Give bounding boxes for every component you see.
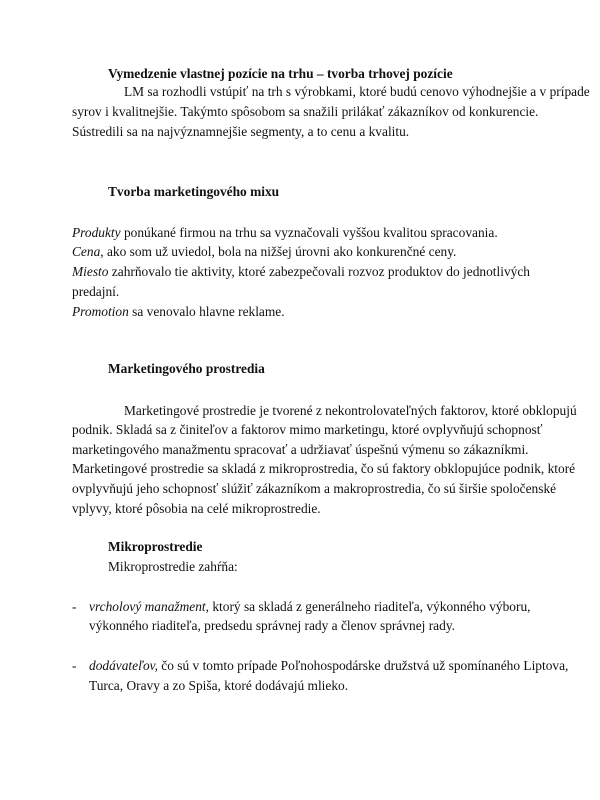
- mix-price-text: , ako som už uviedol, bola na nižšej úrovni ako konkurenčné ceny.: [100, 244, 457, 259]
- list-item-text: čo sú v tomto prípade Poľnohospodárske družstvá už spomínaného Liptova,: [157, 658, 569, 673]
- paragraph-line: LM sa rozhodli vstúpiť na trh s výrobkami, ktoré budú cenovo výhodnejšie a v prípade: [124, 84, 590, 99]
- paragraph-line: Marketingové prostredie sa skladá z mikroprostredia, čo sú faktory obklopujúce podnik, ktoré: [72, 461, 576, 476]
- mix-product-term: Produkty: [72, 225, 121, 240]
- paragraph-line: vplyvy, ktoré pôsobia na celé mikroprostredie.: [72, 501, 321, 516]
- mix-promotion-term: Promotion: [72, 304, 129, 319]
- list-item-term: dodávateľov,: [89, 658, 158, 673]
- micro-intro: Mikroprostredie zahŕňa:: [108, 559, 238, 574]
- paragraph-line: podnik. Skladá sa z činiteľov a faktorov mimo marketingu, ktoré ovplyvňujú schopnosť: [72, 422, 543, 437]
- list-item-text: , ktorý sa skladá z generálneho riaditeľa, výkonného výboru,: [205, 599, 531, 614]
- list-bullet: -: [72, 658, 77, 673]
- section-heading-mix: Tvorba marketingového mixu: [108, 184, 280, 199]
- paragraph-line: Sústredili sa na najvýznamnejšie segmenty, a to cenu a kvalitu.: [72, 124, 410, 139]
- mix-promotion-line: [72, 305, 285, 318]
- mix-promotion-text: sa venovalo hlavne reklame.: [128, 304, 285, 319]
- paragraph-line: syrov i kvalitnejšie. Takýmto spôsobom sa snažili prilákať zákazníkov od konkurencie.: [72, 104, 539, 119]
- mix-place-continuation: predajní.: [72, 284, 120, 299]
- list-item-continuation: výkonného riaditeľa, predsedu správnej rady a členov správnej rady.: [89, 618, 455, 633]
- mix-place-text: zahrňovalo tie aktivity, ktoré zabezpečovali rozvoz produktov do jednotlivých: [108, 264, 530, 279]
- section-heading-position: Vymedzenie vlastnej pozície na trhu – tvorba trhovej pozície: [108, 66, 453, 81]
- list-item: [89, 600, 531, 613]
- paragraph-line: Marketingové prostredie je tvorené z nekontrolovateľných faktorov, ktoré obklopujú: [124, 403, 577, 418]
- list-bullet: -: [72, 599, 77, 614]
- list-item-continuation: Turca, Oravy a zo Spiša, ktoré dodávajú mlieko.: [89, 678, 349, 693]
- paragraph-line: ovplyvňujú jeho schopnosť slúžiť zákazníkom a makroprostredia, čo sú širšie spoločenské: [72, 481, 557, 496]
- section-heading-environment: Marketingového prostredia: [108, 361, 265, 376]
- mix-price-term: Cena: [72, 244, 101, 259]
- mix-product-line: [72, 226, 498, 239]
- section-heading-micro: Mikroprostredie: [108, 539, 203, 554]
- list-item-term: vrcholový manažment: [89, 599, 206, 614]
- paragraph-line: marketingového manažmentu spracovať a udržiavať úspešnú výmenu so zákazníkmi.: [72, 442, 529, 457]
- list-item: [89, 659, 568, 672]
- mix-place-line: [72, 265, 530, 278]
- mix-product-text: ponúkané firmou na trhu sa vyznačovali vyššou kvalitou spracovania.: [120, 225, 498, 240]
- mix-price-line: [72, 245, 456, 258]
- mix-place-term: Miesto: [72, 264, 109, 279]
